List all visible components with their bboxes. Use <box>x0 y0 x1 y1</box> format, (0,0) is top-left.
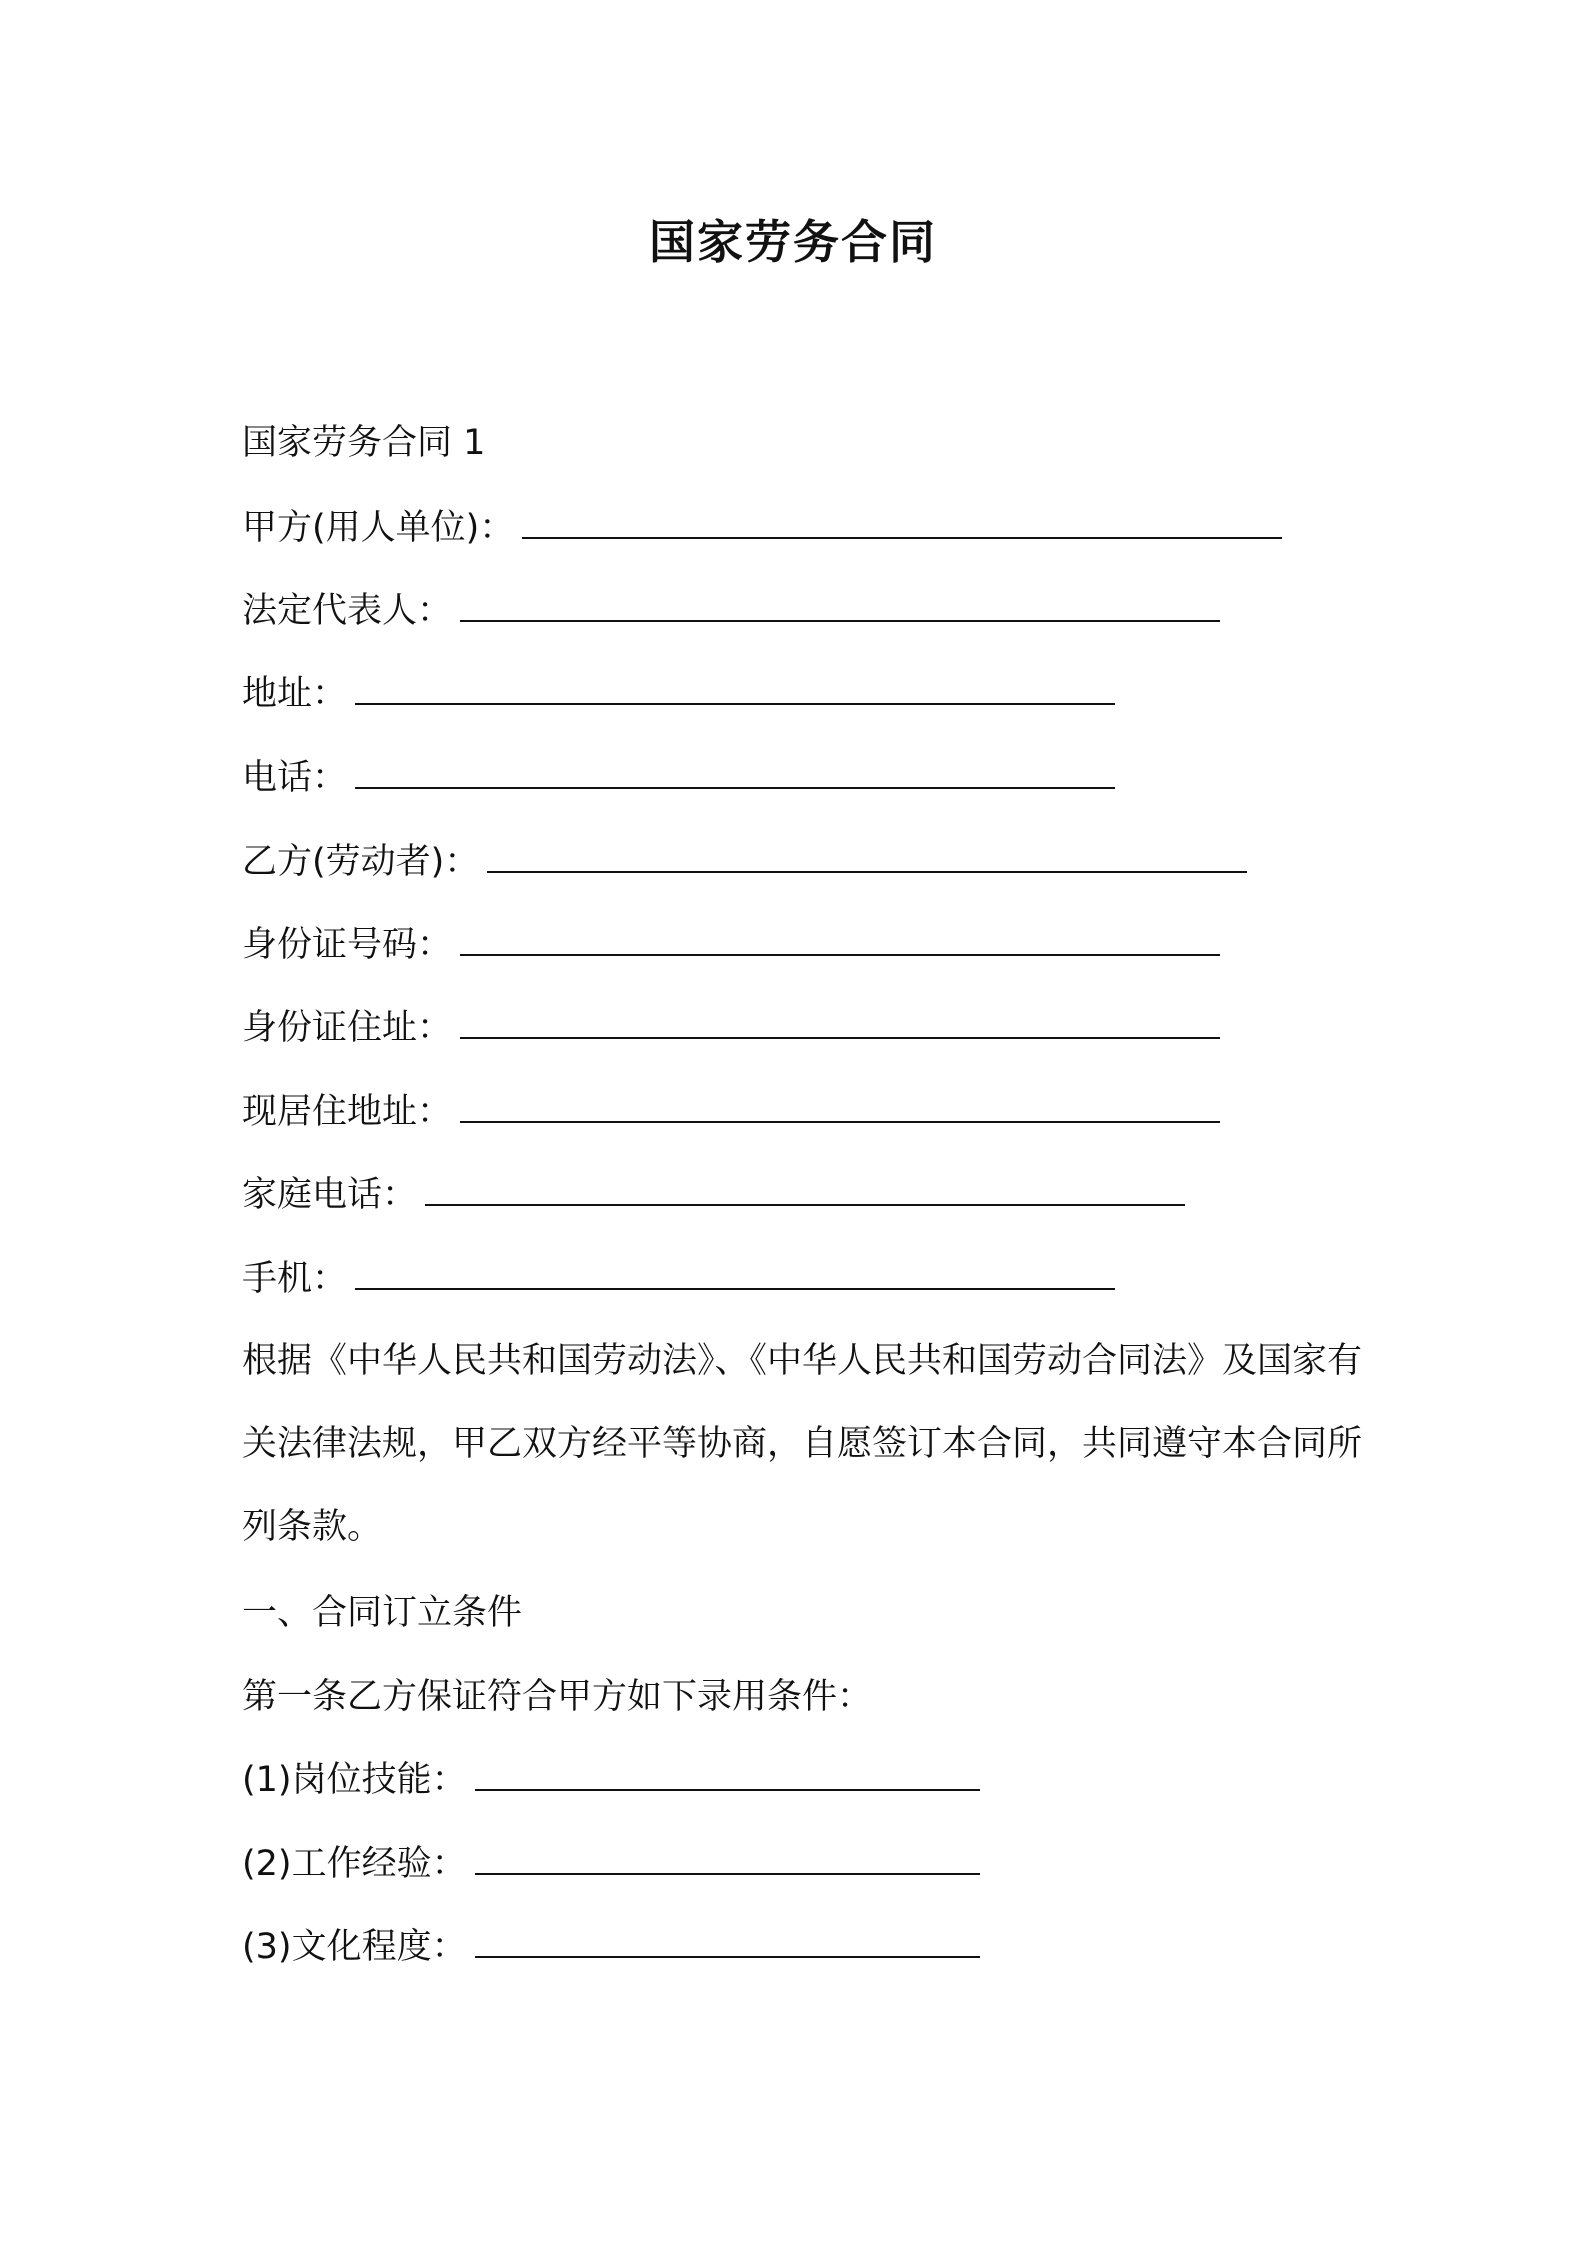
article-1: 第一条乙方保证符合甲方如下录用条件： <box>242 1677 873 1717</box>
field-employer <box>242 503 1282 553</box>
field-employee-blank[interactable] <box>487 843 1247 873</box>
condition-experience-blank[interactable] <box>475 1845 980 1875</box>
field-legal-representative-label: 法定代表人： <box>242 591 453 631</box>
field-legal-representative-blank[interactable] <box>460 592 1220 622</box>
field-mobile-blank[interactable] <box>355 1260 1115 1290</box>
field-id-number-label: 身份证号码： <box>242 925 453 965</box>
condition-experience-label: (2)工作经验： <box>242 1844 467 1884</box>
contract-subtitle: 国家劳务合同 1 <box>242 423 486 463</box>
condition-skill-blank[interactable] <box>475 1761 980 1791</box>
field-current-address-label: 现居住地址： <box>242 1092 453 1132</box>
field-id-address-label: 身份证住址： <box>242 1008 453 1048</box>
field-employer-blank[interactable] <box>522 509 1282 539</box>
condition-skill-label: (1)岗位技能： <box>242 1760 467 1800</box>
field-phone <box>242 753 1115 803</box>
condition-education-blank[interactable] <box>475 1928 980 1958</box>
field-home-phone <box>242 1170 1185 1220</box>
field-mobile-label: 手机： <box>242 1259 348 1299</box>
field-legal-representative <box>242 586 1220 636</box>
document-title: 国家劳务合同 <box>649 215 937 269</box>
field-id-number-blank[interactable] <box>460 926 1220 956</box>
field-phone-blank[interactable] <box>355 759 1115 789</box>
condition-education <box>242 1922 980 1972</box>
field-home-phone-label: 家庭电话： <box>242 1175 418 1215</box>
field-phone-label: 电话： <box>242 758 348 798</box>
field-id-address-blank[interactable] <box>460 1009 1220 1039</box>
field-employer-label: 甲方(用人单位)： <box>242 508 515 548</box>
field-id-address <box>242 1003 1220 1053</box>
condition-skill <box>242 1755 980 1805</box>
field-current-address <box>242 1087 1220 1137</box>
field-address <box>242 669 1115 719</box>
intro-paragraph: 根据《中华人民共和国劳动法》、《中华人民共和国劳动合同法》及国家有关法律法规，甲乙双方经平等协商，自愿签订本合同，共同遵守本合同所列条款。 <box>242 1341 1363 1547</box>
field-id-number <box>242 920 1220 970</box>
field-employee-label: 乙方(劳动者)： <box>242 842 480 882</box>
condition-education-label: (3)文化程度： <box>242 1927 467 1967</box>
field-current-address-blank[interactable] <box>460 1093 1220 1123</box>
field-home-phone-blank[interactable] <box>425 1176 1185 1206</box>
field-mobile <box>242 1254 1115 1304</box>
field-employee <box>242 837 1247 887</box>
section-heading: 一、合同订立条件 <box>242 1593 523 1633</box>
field-address-label: 地址： <box>242 674 348 714</box>
field-address-blank[interactable] <box>355 675 1115 705</box>
condition-experience <box>242 1839 980 1889</box>
